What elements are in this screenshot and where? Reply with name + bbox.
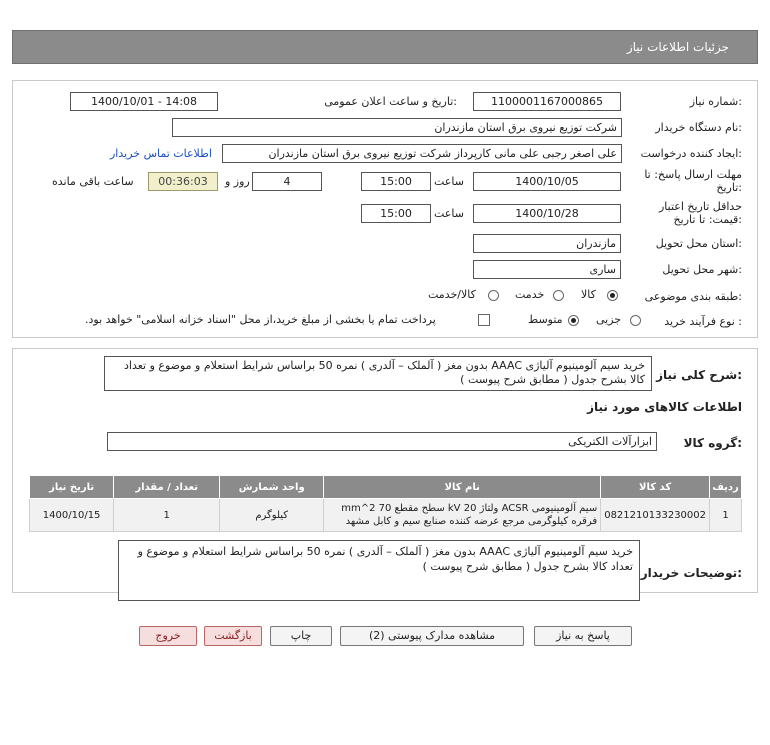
process-radio-minor[interactable] bbox=[630, 315, 641, 326]
days-field: 4 bbox=[252, 172, 322, 191]
process-radio-medium[interactable] bbox=[568, 315, 579, 326]
category-label: طبقه بندی موضوعی: bbox=[644, 290, 742, 303]
buyer-field: شرکت توزیع نیروی برق استان مازندران bbox=[172, 118, 622, 137]
goods-table-header-row bbox=[30, 476, 742, 499]
col-header-quantity: تعداد / مقدار bbox=[114, 476, 220, 499]
category-option-service: خدمت bbox=[515, 288, 545, 301]
buyer-notes-text: خرید سیم آلومینیوم آلیاژی AAAC بدون مغز ( آلملک – آلدری ) نمره 50 براساس شرایط استعلام و موضوع و تعداد کالا بشرح جدول ( مطابق شرح پیوست ) bbox=[118, 540, 640, 601]
cell-code: 0821210133230002 bbox=[601, 499, 710, 532]
city-label: شهر محل تحویل: bbox=[662, 263, 742, 276]
treasury-payment-note: پرداخت تمام یا بخشی از مبلغ خرید،از محل "اسناد خزانه اسلامی" خواهد بود. bbox=[85, 313, 436, 326]
deadline-label-line2: تاریخ: bbox=[716, 181, 742, 194]
col-header-code: کد کالا bbox=[601, 476, 710, 499]
category-radio-goods[interactable] bbox=[607, 290, 618, 301]
validity-time-field: 15:00 bbox=[361, 204, 431, 223]
deadline-label-line1: مهلت ارسال پاسخ: تا bbox=[644, 168, 742, 181]
col-header-name: نام کالا bbox=[324, 476, 601, 499]
process-option-minor: جزیی bbox=[596, 313, 622, 326]
validity-date-field: 1400/10/28 bbox=[473, 204, 621, 223]
goods-group-field: ابزارآلات الکتریکی bbox=[107, 432, 657, 451]
province-label: استان محل تحویل: bbox=[655, 237, 742, 250]
reply-button[interactable]: پاسخ به نیاز bbox=[534, 626, 632, 646]
summary-label: شرح کلی نیاز: bbox=[656, 368, 742, 382]
col-header-need-date: تاریخ نیاز bbox=[30, 476, 114, 499]
page-title: جزئیات اطلاعات نیاز bbox=[626, 40, 729, 54]
goods-table bbox=[29, 475, 742, 532]
buyer-notes-label: توضیحات خریدار: bbox=[640, 566, 742, 580]
print-button[interactable]: چاپ bbox=[270, 626, 332, 646]
need-number-field: 1100001167000865 bbox=[473, 92, 621, 111]
process-option-medium: متوسط bbox=[528, 313, 563, 326]
category-option-goods: کالا bbox=[581, 288, 596, 301]
view-attachments-button[interactable]: مشاهده مدارک پیوستی (2) bbox=[340, 626, 524, 646]
remaining-label: ساعت باقی مانده bbox=[52, 175, 134, 188]
city-field: ساری bbox=[473, 260, 621, 279]
validity-label-line1: حداقل تاریخ اعتبار bbox=[658, 200, 742, 213]
exit-button[interactable]: خروج bbox=[139, 626, 197, 646]
validity-time-label: ساعت bbox=[434, 207, 464, 220]
contact-buyer-link[interactable]: اطلاعات تماس خریدار bbox=[110, 147, 212, 160]
deadline-time-field: 15:00 bbox=[361, 172, 431, 191]
page-header bbox=[12, 30, 758, 64]
deadline-date-field: 1400/10/05 bbox=[473, 172, 621, 191]
cell-row-number: 1 bbox=[710, 499, 742, 532]
treasury-payment-checkbox[interactable] bbox=[478, 314, 490, 326]
process-label: نوع فرآیند خرید : bbox=[664, 315, 742, 328]
cell-need-date: 1400/10/15 bbox=[30, 499, 114, 532]
cell-name: سیم آلومینیومی ACSR ولتاژ kV 20 سطح مقطع mm^2 70 فرقره کیلوگرمی مرجع عرضه کننده صنایع سیم و کابل مشهد bbox=[324, 499, 601, 532]
category-radio-goods-service[interactable] bbox=[488, 290, 499, 301]
buyer-label: نام دستگاه خریدار: bbox=[655, 121, 742, 134]
summary-text: خرید سیم آلومینیوم آلیاژی AAAC بدون مغز ( آلملک – آلدری ) نمره 50 براساس شرایط استعلام و موضوع و تعداد کالا بشرح جدول ( مطابق شرح پیوست ) bbox=[104, 356, 652, 391]
goods-section-title: اطلاعات کالاهای مورد نیاز bbox=[587, 400, 742, 414]
goods-group-label: گروه کالا: bbox=[683, 436, 742, 450]
category-radio-service[interactable] bbox=[553, 290, 564, 301]
remaining-time-field: 00:36:03 bbox=[148, 172, 218, 191]
announce-field: 1400/10/01 - 14:08 bbox=[70, 92, 218, 111]
back-button[interactable]: بازگشت bbox=[204, 626, 262, 646]
col-header-row-number: ردیف bbox=[710, 476, 742, 499]
deadline-time-label: ساعت bbox=[434, 175, 464, 188]
creator-field: علی اصغر رجبی علی مانی کارپرداز شرکت توزیع نیروی برق استان مازندران bbox=[222, 144, 622, 163]
creator-label: ایجاد کننده درخواست: bbox=[640, 147, 742, 160]
cell-quantity: 1 bbox=[114, 499, 220, 532]
need-number-label: شماره نیاز: bbox=[689, 95, 742, 108]
validity-label-line2: قیمت: تا تاریخ: bbox=[673, 213, 742, 226]
cell-unit: کیلوگرم bbox=[220, 499, 324, 532]
days-label: روز و bbox=[225, 175, 250, 188]
province-field: مازندران bbox=[473, 234, 621, 253]
table-row bbox=[30, 499, 742, 532]
col-header-unit: واحد شمارش bbox=[220, 476, 324, 499]
announce-label: تاریخ و ساعت اعلان عمومی: bbox=[324, 95, 457, 108]
category-option-goods-service: کالا/خدمت bbox=[428, 288, 476, 301]
